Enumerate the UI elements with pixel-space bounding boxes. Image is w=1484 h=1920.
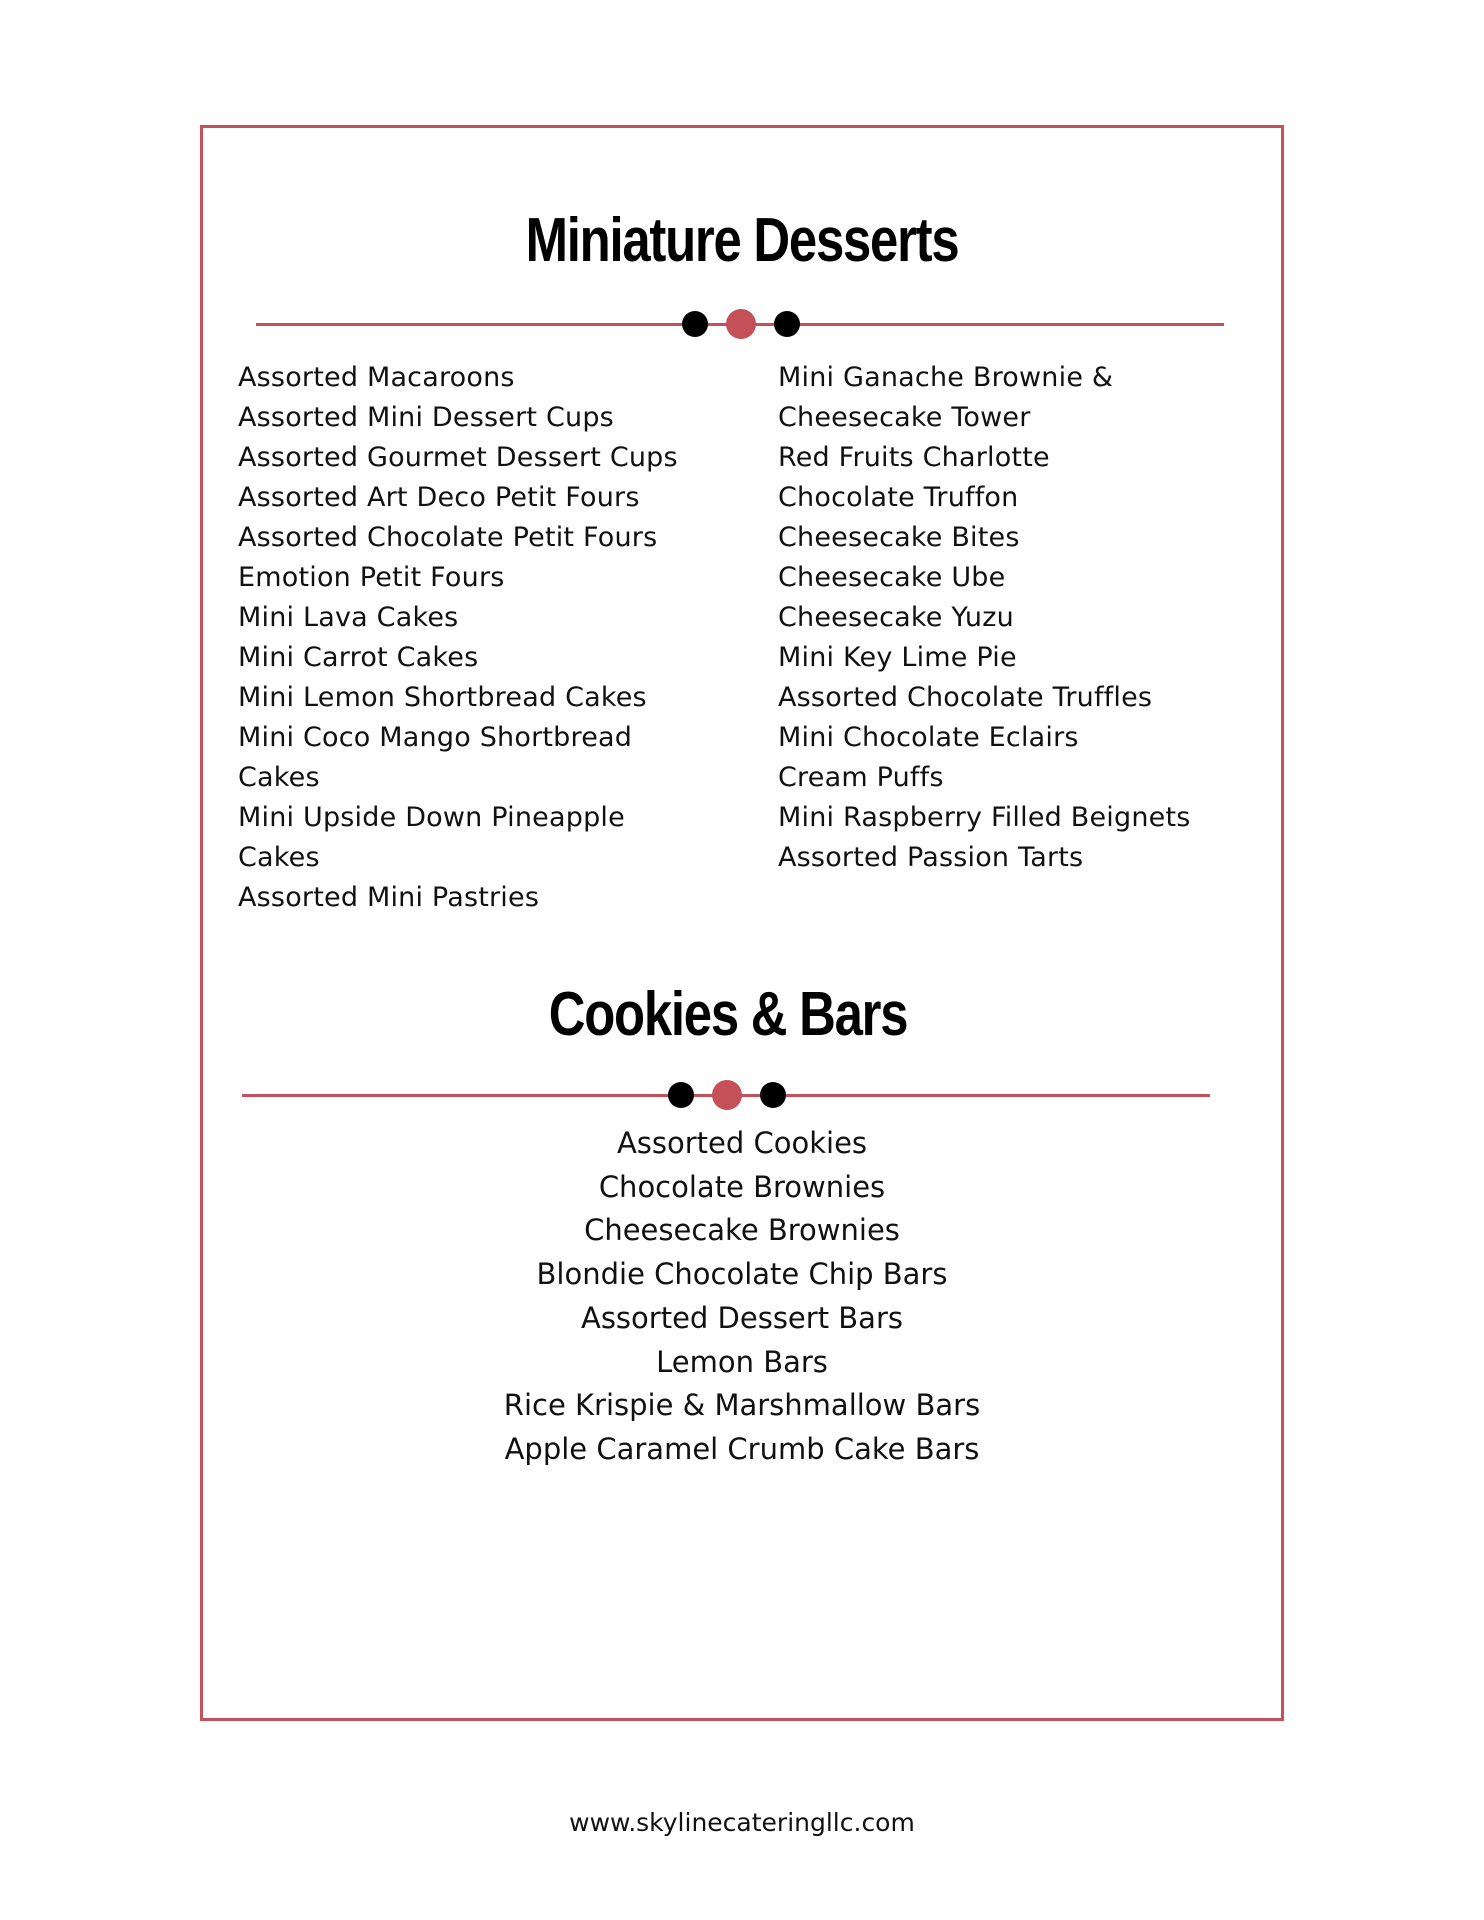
list-item: Blondie Chocolate Chip Bars xyxy=(536,1257,948,1292)
list-item: Rice Krispie & Marshmallow Bars xyxy=(503,1388,981,1423)
list-item: Apple Caramel Crumb Cake Bars xyxy=(504,1431,980,1466)
list-item: Mini Carrot Cakes xyxy=(238,642,479,673)
list-item: Mini Upside Down Pineapple Cakes xyxy=(238,802,625,873)
divider-dot-left xyxy=(682,311,708,337)
list-item: Mini Lava Cakes xyxy=(238,602,459,633)
list-item: Chocolate Truffon xyxy=(778,482,1019,513)
miniature-desserts-right-column xyxy=(778,358,1258,878)
list-item: Assorted Passion Tarts xyxy=(778,842,1084,873)
list-item: Assorted Dessert Bars xyxy=(580,1300,903,1335)
list-item: Assorted Macaroons xyxy=(238,362,515,393)
list-item: Cheesecake Ube xyxy=(778,562,1006,593)
divider-dot-left xyxy=(668,1082,694,1108)
cookies-bars-list xyxy=(0,1122,1484,1472)
list-item: Emotion Petit Fours xyxy=(238,562,505,593)
divider-dot-center xyxy=(712,1080,742,1110)
section-title-miniature-desserts: Miniature Desserts xyxy=(525,206,959,275)
list-item: Assorted Chocolate Truffles xyxy=(778,682,1153,713)
list-item: Cream Puffs xyxy=(778,762,944,793)
list-item: Mini Lemon Shortbread Cakes xyxy=(238,682,647,713)
list-item: Assorted Cookies xyxy=(616,1126,868,1160)
list-item: Mini Coco Mango Shortbread Cakes xyxy=(238,722,633,793)
divider-dot-right xyxy=(760,1082,786,1108)
list-item: Cheesecake Yuzu xyxy=(778,602,1014,633)
list-item: Cheesecake Brownies xyxy=(584,1213,900,1248)
list-item: Lemon Bars xyxy=(656,1344,828,1379)
list-item: Assorted Art Deco Petit Fours xyxy=(238,482,640,513)
section-title-cookies-bars: Cookies & Bars xyxy=(548,980,908,1049)
list-item: Red Fruits Charlotte xyxy=(778,442,1050,473)
divider-dot-center xyxy=(726,309,756,339)
list-item: Assorted Gourmet Dessert Cups xyxy=(238,442,678,473)
list-item: Assorted Chocolate Petit Fours xyxy=(238,522,658,553)
list-item: Mini Ganache Brownie & Cheesecake Tower xyxy=(778,362,1114,433)
list-item: Mini Chocolate Eclairs xyxy=(778,722,1079,753)
list-item: Mini Key Lime Pie xyxy=(778,642,1017,673)
divider-dot-right xyxy=(774,311,800,337)
list-item: Assorted Mini Pastries xyxy=(238,882,540,913)
footer-website: www.skylinecateringllc.com xyxy=(569,1808,915,1837)
list-item: Chocolate Brownies xyxy=(598,1169,886,1204)
list-item: Mini Raspberry Filled Beignets xyxy=(778,802,1191,833)
miniature-desserts-left-column xyxy=(238,358,758,918)
list-item: Assorted Mini Dessert Cups xyxy=(238,402,614,433)
list-item: Cheesecake Bites xyxy=(778,522,1020,553)
